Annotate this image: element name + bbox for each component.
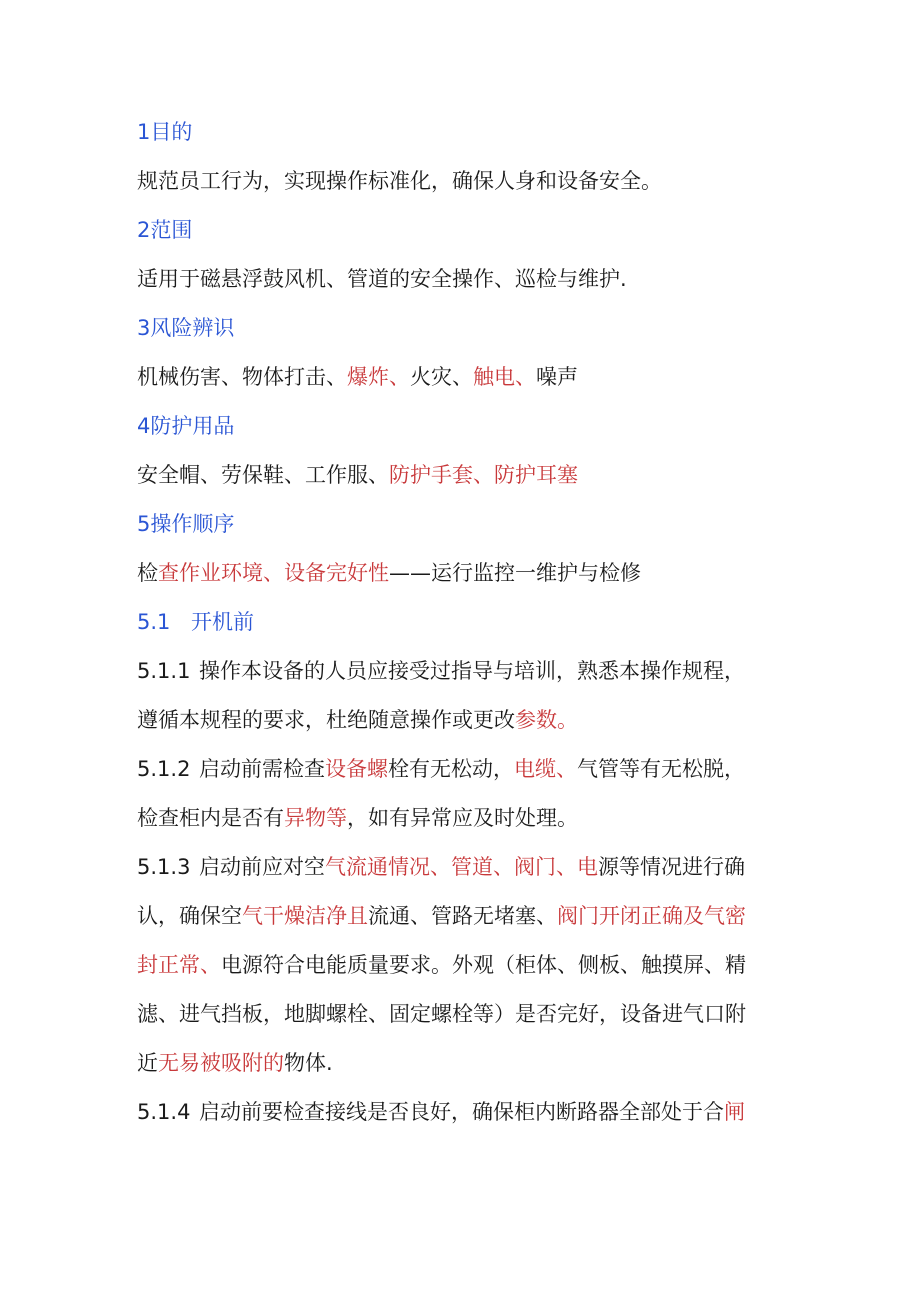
item-5-1-4-line1 — [137, 1088, 777, 1137]
section-body-purpose: 规范员工行为，实现操作标准化，确保人身和设备安全。 — [137, 169, 662, 193]
risk-noise: 噪声 — [536, 365, 578, 389]
item-5-1-3-line5 — [137, 1039, 777, 1088]
document-body — [137, 108, 777, 1137]
item-text: ，如有异常应及时处理。 — [347, 806, 578, 830]
section-heading-risk: 3风险辨识 — [137, 316, 235, 340]
item-highlight: 封正常、 — [137, 953, 221, 977]
item-text: 操作本设备的人员应接受过指导与培训，熟悉本操作规程， — [199, 659, 745, 683]
item-5-1-2-line2 — [137, 794, 777, 843]
subsection-title: 开机前 — [191, 610, 254, 634]
item-highlight: 无易被吸附的 — [158, 1051, 284, 1075]
item-5-1-3-line4: 滤、进气挡板，地脚螺栓、固定螺栓等）是否完好，设备进气口附 — [137, 1002, 746, 1026]
item-highlight: 闸 — [724, 1100, 745, 1124]
item-text: 启动前需检查 — [199, 757, 325, 781]
item-text: 启动前要检查接线是否良好，确保柜内断路器全部处于合 — [199, 1100, 724, 1124]
item-5-1-3-line1 — [137, 843, 777, 892]
item-number: 5.1.3 — [137, 855, 191, 879]
item-highlight: 气流通情况、管道、阀门、电 — [325, 855, 598, 879]
ppe-highlight: 防护手套、防护耳塞 — [389, 463, 578, 487]
ppe-text: 安全帽、劳保鞋、工作服、 — [137, 463, 389, 487]
risk-explosion: 爆炸、 — [347, 365, 410, 389]
item-highlight: 设备螺 — [325, 757, 388, 781]
item-highlight: 参数。 — [515, 708, 578, 732]
section-body-ppe — [137, 451, 777, 500]
section-heading-ppe: 4防护用品 — [137, 414, 235, 438]
section-heading-procedure: 5操作顺序 — [137, 512, 235, 536]
section-body-procedure — [137, 549, 777, 598]
item-text: 遵循本规程的要求，杜绝随意操作或更改 — [137, 708, 515, 732]
item-text: 栓有无松动， — [388, 757, 514, 781]
subsection-number: 5.1 — [137, 610, 171, 634]
item-text: 检查柜内是否有 — [137, 806, 284, 830]
item-highlight: 阀门开闭正确及气密 — [557, 904, 746, 928]
item-5-1-2-line1 — [137, 745, 777, 794]
procedure-text-b: ——运行监控一维护与检修 — [389, 561, 641, 585]
item-text: 源等情况进行确 — [598, 855, 745, 879]
item-5-1-3-line2 — [137, 892, 777, 941]
item-5-1-1-line1 — [137, 647, 777, 696]
item-text: 物体. — [284, 1051, 333, 1075]
item-text: 气管等有无松脱， — [577, 757, 745, 781]
item-highlight: 气干燥洁净且 — [242, 904, 368, 928]
item-number: 5.1.1 — [137, 659, 191, 683]
procedure-text-a: 检 — [137, 561, 158, 585]
item-text: 流通、管路无堵塞、 — [368, 904, 557, 928]
subsection-heading-before-start — [137, 598, 777, 647]
item-5-1-3-line3 — [137, 941, 777, 990]
item-text: 近 — [137, 1051, 158, 1075]
item-highlight: 电缆、 — [514, 757, 577, 781]
item-text: 认，确保空 — [137, 904, 242, 928]
item-number: 5.1.2 — [137, 757, 191, 781]
section-body-risk — [137, 353, 777, 402]
section-heading-purpose: 1目的 — [137, 120, 193, 144]
item-text: 启动前应对空 — [199, 855, 325, 879]
procedure-highlight: 查作业环境、设备完好性 — [158, 561, 389, 585]
item-number: 5.1.4 — [137, 1100, 191, 1124]
risk-text: 机械伤害、物体打击、 — [137, 365, 347, 389]
item-5-1-1-line2 — [137, 696, 777, 745]
risk-electric-shock: 触电、 — [473, 365, 536, 389]
item-text: 电源符合电能质量要求。外观（柜体、侧板、触摸屏、精 — [221, 953, 746, 977]
section-body-scope: 适用于磁悬浮鼓风机、管道的安全操作、巡检与维护. — [137, 267, 627, 291]
section-heading-scope: 2范围 — [137, 218, 193, 242]
risk-fire: 火灾、 — [410, 365, 473, 389]
item-highlight: 异物等 — [284, 806, 347, 830]
